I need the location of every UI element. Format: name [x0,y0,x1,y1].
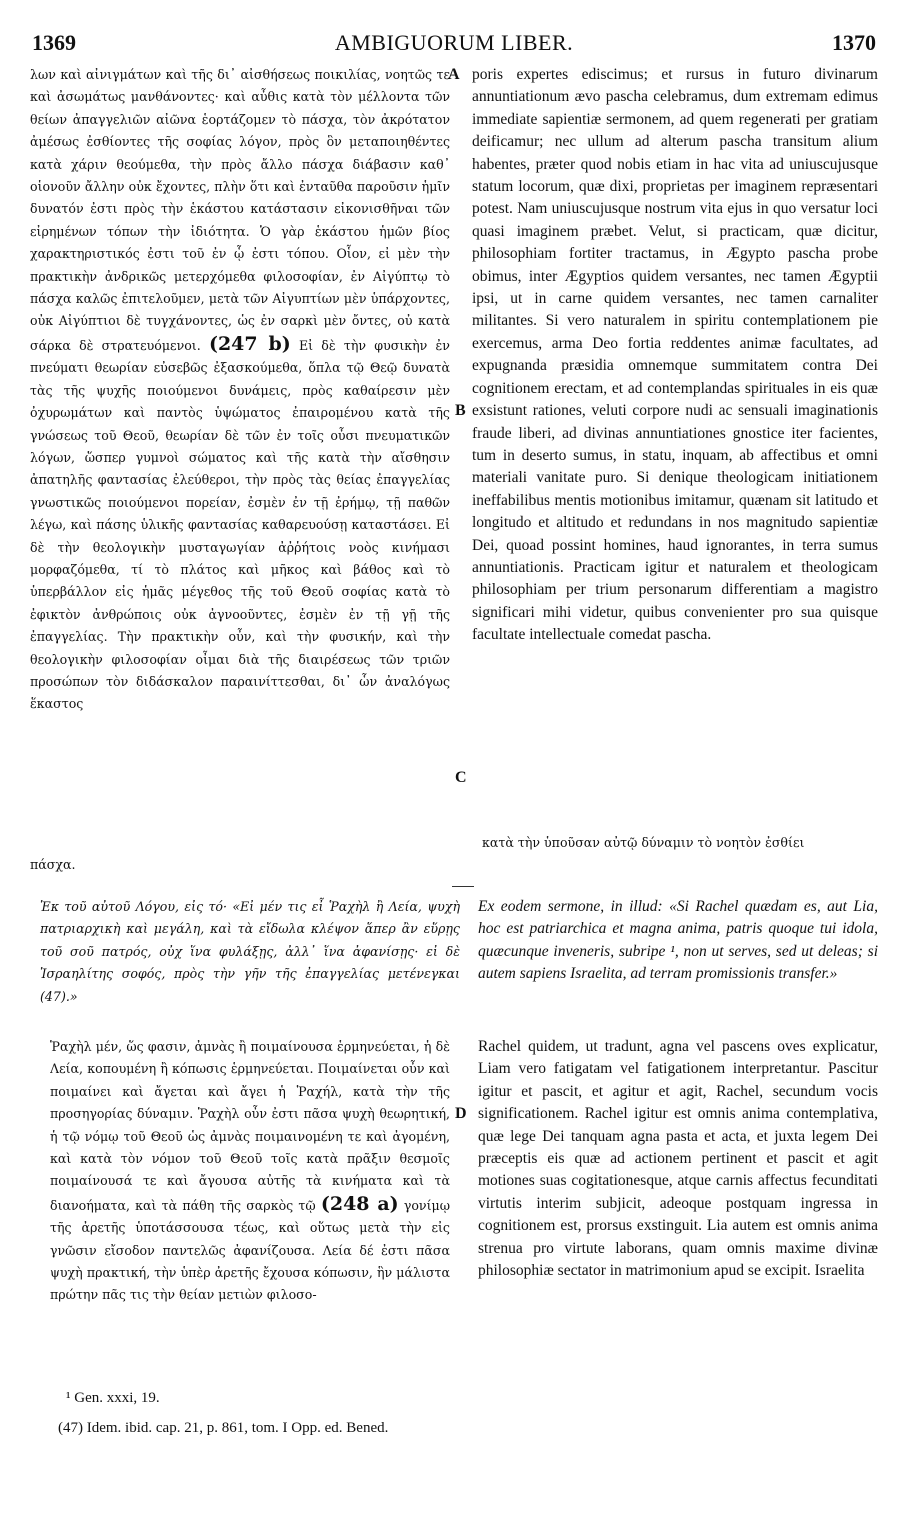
greek-text-1b: Εἰ δὲ τὴν φυσικὴν ἐν πνεύματι θεωρίαν εὐσεβῶς ἐξασκούμεθα, ὅπλα τῷ Θεῷ δυνατὰ τὰς τῆς ψυχῆς ποιούμενοι δυνάμεις, πρὸς καθαίρεσιν μὲν ὀχυρωμάτων καὶ παντὸς ὑψώματος ἐπαιρομένου κατὰ τῆς γνώσεως τοῦ Θεοῦ, θεωρίαν δὲ τῶν ἐν τοῖς οὖσι πνευματικῶν λόγων, ὥσπερ γυμνοὶ σώματος καὶ τῆς κατὰ τὴν αἴσθησιν ἀπατηλῆς φαντασίας ἐλεύθεροι, τὴν πρὸς τὰς θείας ἐπαγγελίας γνωστικῶς ποιούμενοι πορείαν, ἐσμὲν ἐν τῇ ἐρήμῳ, τῇ παθῶν λέγω, καὶ πάσης ὑλικῆς φαντασίας καθαρευούσῃ καταστάσει. Εἰ δὲ τὴν θεολογικὴν μυσταγωγίαν ἀῤῥήτοις νοὸς κινήμασι μορφαζόμεθα, τί τὸ πλάτος καὶ μῆκος καὶ βάθος καὶ τὸ ὑπερβάλλον εἰς ἡμᾶς μέγεθος τῆς τοῦ Θεοῦ σοφίας κατὰ τὸ ἐφικτὸν ἀνθρώποις οὐκ ἀγνοοῦντες, ἐσμὲν ἐν τῇ γῇ τῆς ἐπαγγελίας. Τὴν πρακτικὴν οὖν, καὶ τὴν φυσικήν, καὶ τὴν θεολογικὴν φιλοσοφίαν οἶμαι διὰ τῆς διαιρέσεως τῶν τριῶν προσώπων τὸν διδάσκαλον παραινίττεσθαι, δι᾽ ὧν ἀναλόγως ἕκαστος [30,337,450,712]
page-number-left: 1369 [32,30,76,55]
greek-column-section2 [50,1036,450,1370]
latin-heading-text: Ex eodem sermone, in illud: «Si Rachel quædam es, aut Lia, hoc est patriarchica et magna anima, patris quoque tui idola, quæcunque inveneris, subripe ¹, non ut serves, sed ut deleas; si autem sapiens Israelita, ad terram promissionis transfer.» [478,898,878,983]
greek-end [30,854,450,876]
page-number-right: 1370 [832,30,876,55]
footnote-1: ¹ Gen. xxxi, 19. [66,1390,160,1406]
greek-paragraph-2 [50,1036,450,1307]
greek-column-section1 [30,64,450,826]
margin-marker-b: B [455,402,466,419]
greek-heading-section2 [40,896,460,1008]
latin-column-section2 [478,1036,878,1370]
page-header [30,30,878,60]
greek-text-2a: Ῥαχὴλ μέν, ὥς φασιν, ἀμνὰς ἢ ποιμαίνουσα ἑρμηνεύεται, ἡ δὲ Λεία, κοπουμένη ἢ κόπωσις ἑρμηνεύεται. Ποιμαίνεται οὖν καὶ ποιμαίνει καὶ ἄγεται καὶ ἄγει ἡ Ῥαχήλ, κατὰ τὴν τῆς προσηγορίας δύναμιν. Ῥαχὴλ οὖν ἐστι πᾶσα ψυχὴ θεωρητική, ἡ τῷ νόμῳ τοῦ Θεοῦ ὡς ἀμνὰς ποιμαινομένη τε καὶ ἀγομένη, καὶ κατὰ τὸν νόμον τοῦ Θεοῦ τοῖς κατὰ πρᾶξιν θεσμοῖς ποιμαίνουσά τε καὶ ἄγουσα αὐτῆς τὰ κινήματα καὶ τὰ διανοήματα, καὶ τὰ πάθη τῆς σαρκὸς τῷ [50,1039,450,1213]
greek-continuation-line: κατὰ τὴν ὑποῦσαν αὐτῷ δύναμιν τὸ νοητὸν ἐσθίει [482,835,805,850]
column-reference-248a: (248 a) [320,1192,399,1215]
footnote-47: (47) Idem. ibid. cap. 21, p. 861, tom. I Opp. ed. Bened. [58,1420,389,1436]
latin-paragraph-2: Rachel quidem, ut tradunt, agna vel pascens oves explicatur, Liam vero fatigatam vel fatigationem interpretantur. Pascitur igitur et pascit, et agitur et agit, Rachel, secundum vocis significationem. Rachel igitur est omnis anima contemplativa, quæ lege Dei tanquam agna pasta et acta, et juxta legem Dei præceptis eis quæ ad actionem pertinent et pascit et agit motiones suas cogitationesque, atque carnis affectus fecunditati virtutis interim subjicit, adeoque postquam ingressa in cognitionem est, prorsus exstinguit. Lia autem est omnis anima strenua pro virtute laborans, quam omnis maxime divinæ philosophiæ sectator in matrimonium apud se excipit. Israelita [478,1038,878,1280]
latin-column-section1 [472,64,878,826]
margin-marker-a: A [448,66,460,83]
column-reference-247b: (247 b) [208,332,291,355]
greek-text-2b: γονίμῳ τῆς ἀρετῆς ὑποτάσσουσα τέως, καὶ οὕτως μετὰ τὴν εἰς γνῶσιν εἴσοδον παντελῶς ἀφανίζουσα. Λεία δέ ἐστι πᾶσα ψυχὴ πρακτική, τὴν ὑπὲρ ἀρετῆς ἔχουσα κόπωσιν, ἣν μάλιστα πρώτην πᾶς τις τὴν θείαν μετιὼν φιλοσο- [50,1197,450,1303]
greek-text-1a: λων καὶ αἰνιγμάτων καὶ τῆς δι᾽ αἰσθήσεως ποικιλίας, νοητῶς τε καὶ ἀσωμάτως μανθάνοντες· καὶ αὖθις κατὰ τὸν μέλλοντα τῶν θείων ἀπαγγελιῶν αἰῶνα ἑορτάζομεν τὸ πάσχα, τὸν ἀκρότατον ἀμέσως ἐσθίοντες τῆς σοφίας λόγον, πρὸς ὃν μεταποιηθέντες κατὰ χάριν θεούμεθα, τὴν πρὸς ἄλλο πάσχα διάβασιν καθ᾽ οἱονοῦν ἄλλην οὐκ ἔχοντες, πλὴν ὅτι καὶ ἐνταῦθα παροῦσιν ἡμῖν δυνατόν ἐστι πρὸς τὴν ἑκάστου κατάστασιν εἰκονισθῆναι τῶν εἰρημένων τόπων τὴν ἰδιότητα. Ὁ γὰρ ἑκάστου ἡμῶν βίος χαρακτηριστικός ἐστι τοῦ ἐν ᾧ ἐστι τόπου. Οἷον, εἰ μὲν τὴν πρακτικὴν ἀνδρικῶς μετερχόμεθα φιλοσοφίαν, ἐν Αἰγύπτῳ τὸ πάσχα καλῶς ἐπιτελοῦμεν, μετὰ τῶν Αἰγυπτίων μὲν ὑπάρχοντες, οὐκ Αἰγύπτιοι δὲ τυγχάνοντες, ὡς ἐν σαρκὶ μὲν ὄντες, οὐ κατὰ σάρκα δὲ στρατευόμενοι. [30,67,450,353]
running-title: AMBIGUORUM LIBER. [334,30,574,55]
margin-marker-c: C [455,769,467,786]
section-rule [452,886,474,887]
latin-heading-section2 [478,896,878,986]
margin-marker-d: D [455,1105,467,1122]
greek-paragraph-1 [30,64,450,716]
greek-heading-text: Ἐκ τοῦ αὐτοῦ Λόγου, εἰς τό· «Εἰ μέν τις εἶ Ῥαχὴλ ἢ Λεία, ψυχὴ πατριαρχικὴ καὶ μεγάλη, καὶ τὰ εἴδωλα κλέψον ἅπερ ἂν εὕρῃς τοῦ σοῦ πατρός, οὐχ ἵνα φυλάξῃς, ἀλλ᾽ ἵνα ἀφανίσῃς· εἰ δὲ Ἰσραηλίτης σοφός, πρὸς τὴν γῆν τῆς ἐπαγγελίας μετένεγκαι (47).» [40,899,460,1004]
greek-continuation [482,832,878,854]
greek-end-line: πάσχα. [30,857,76,872]
latin-paragraph-1: poris expertes ediscimus; et rursus in futuro divinarum annuntiationum ævo pascha celebramus, dum extremam edimus immediate sapientiæ sermonem, ad quem regenerati per gratiam deificamur; nec ullum ad alterum pascha transitum alium habentes, præter quod nobis etiam in hac vita ad uniuscujusque statum locorum, quæ dixi, proprietas per imaginem repræsentari potest. Nam uniuscujusque nostrum vita ejus in quo versatur loci quasi imaginem præbet. Velut, si practicam, quæ dicitur, philosophiam fortiter tractamus, in Ægypto pascha probe obimus, inter Ægyptios quidem versantes, nec tamen Ægyptii ipsi, ut in carne quidem versantes, nec tamen carnaliter militantes. Si vero naturalem in spiritu contemplationem pie exercemus, arma Deo fortia reddentes animæ facultates, ad expugnanda præsidia omnemque summitatem contra Dei cognitionem erectam, et ad contemplandas spirituales in eis quæ exsistunt rationes, veluti corpore nudi ac sensuali imaginationis fraude liberi, ad divinas annuntiationes gnostice iter facientes, tum in deserto sumus, in statu, inquam, ab affectibus et omni materiali vanitate puro. Si denique theologicam initiationem ineffabilibus mentis motionibus imitamur, quænam sit latitudo et longitudo et altitudo et redundans in nos magnitudo sapientiæ Dei, quoad possint homines, haud ignorantes, in terra sumus annuntiationis. Practicam igitur et naturalem et theologicam philosophiam per trium personarum differentiam a magistro significari mihi videtur, quibus convenienter pro sua quisque facultate intellectuale comedat pascha. [472,66,878,644]
